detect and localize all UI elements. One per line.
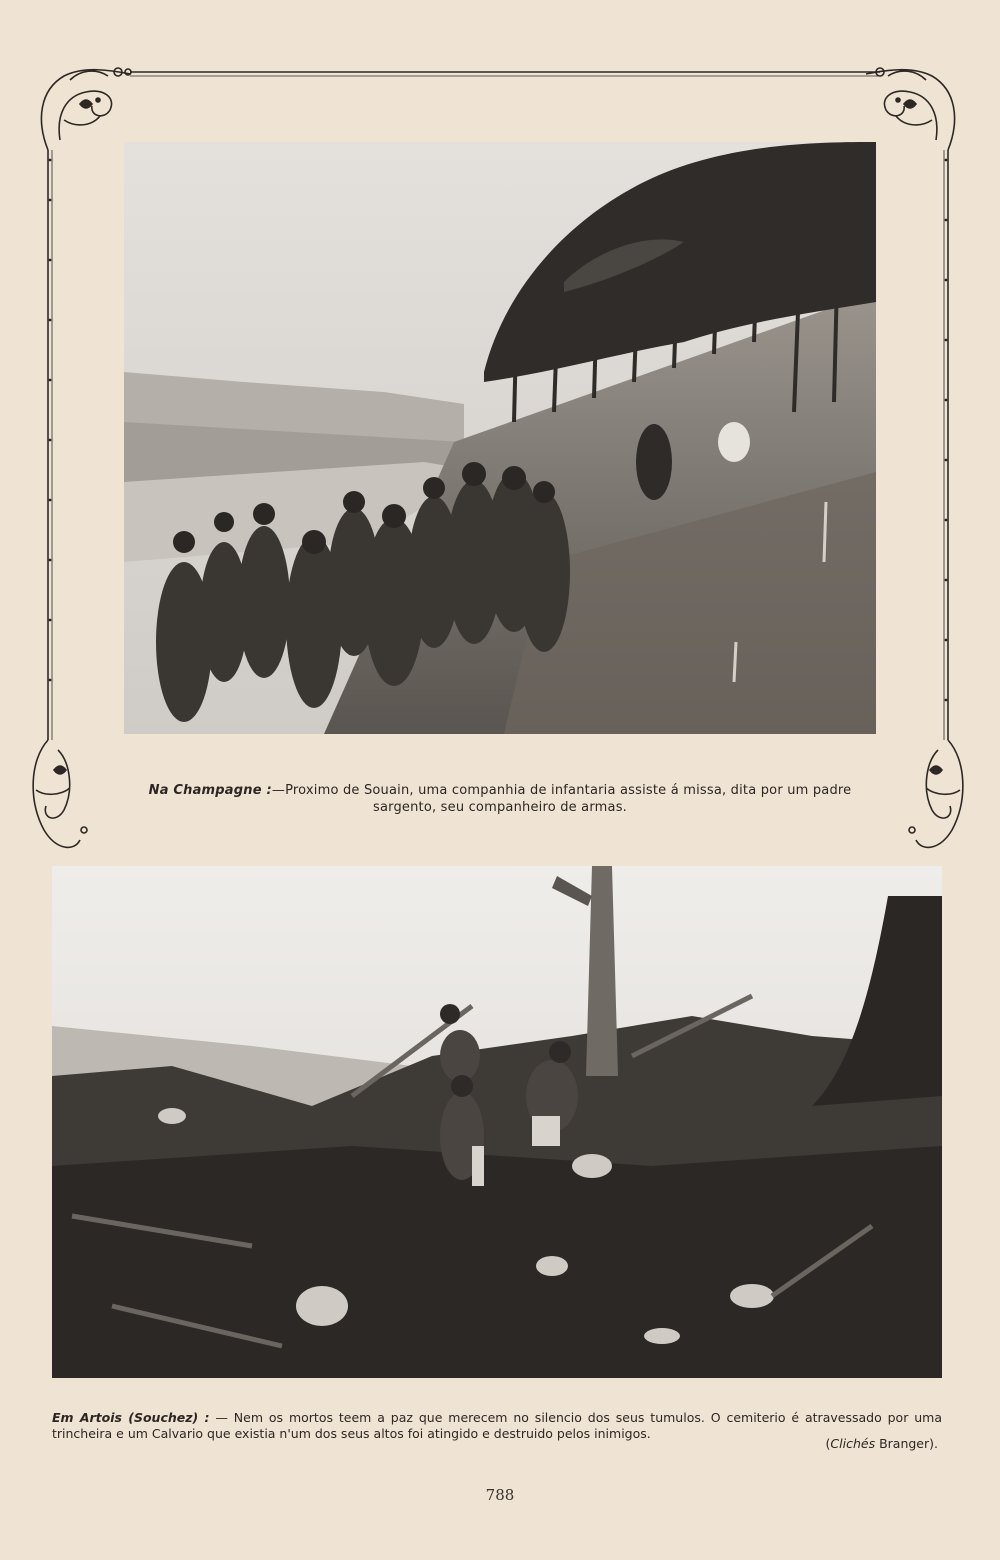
photo-credit: (Clichés Branger). bbox=[825, 1436, 938, 1451]
photo-artois-souchez bbox=[52, 866, 942, 1378]
floral-scroll-icon bbox=[41, 68, 131, 150]
caption-bottom bbox=[52, 1410, 942, 1442]
caption-top bbox=[140, 782, 860, 816]
photo-champagne-mass bbox=[124, 142, 876, 734]
photo-credit-name: Branger bbox=[879, 1436, 930, 1451]
floral-scroll-icon bbox=[909, 740, 963, 847]
caption-bottom-lead: Em Artois (Souchez) : bbox=[52, 1410, 210, 1425]
page-number: 788 bbox=[485, 1486, 515, 1504]
floral-scroll-icon bbox=[866, 68, 955, 150]
floral-scroll-icon bbox=[33, 740, 87, 847]
caption-top-lead: Na Champagne : bbox=[148, 783, 272, 798]
caption-bottom-text: — Nem os mortos teem a paz que merecem no silencio dos seus tumulos. O cemiterio é atravessado por uma trincheira e um Calvario que existia n'um dos seus altos foi atingido e destruido pelos inimigos. bbox=[52, 1410, 942, 1441]
photo-credit-cliches: Clichés bbox=[830, 1436, 876, 1451]
caption-top-text: —Proximo de Souain, uma companhia de infantaria assiste á missa, dita por um padre sargento, seu companheiro de armas. bbox=[271, 783, 852, 815]
